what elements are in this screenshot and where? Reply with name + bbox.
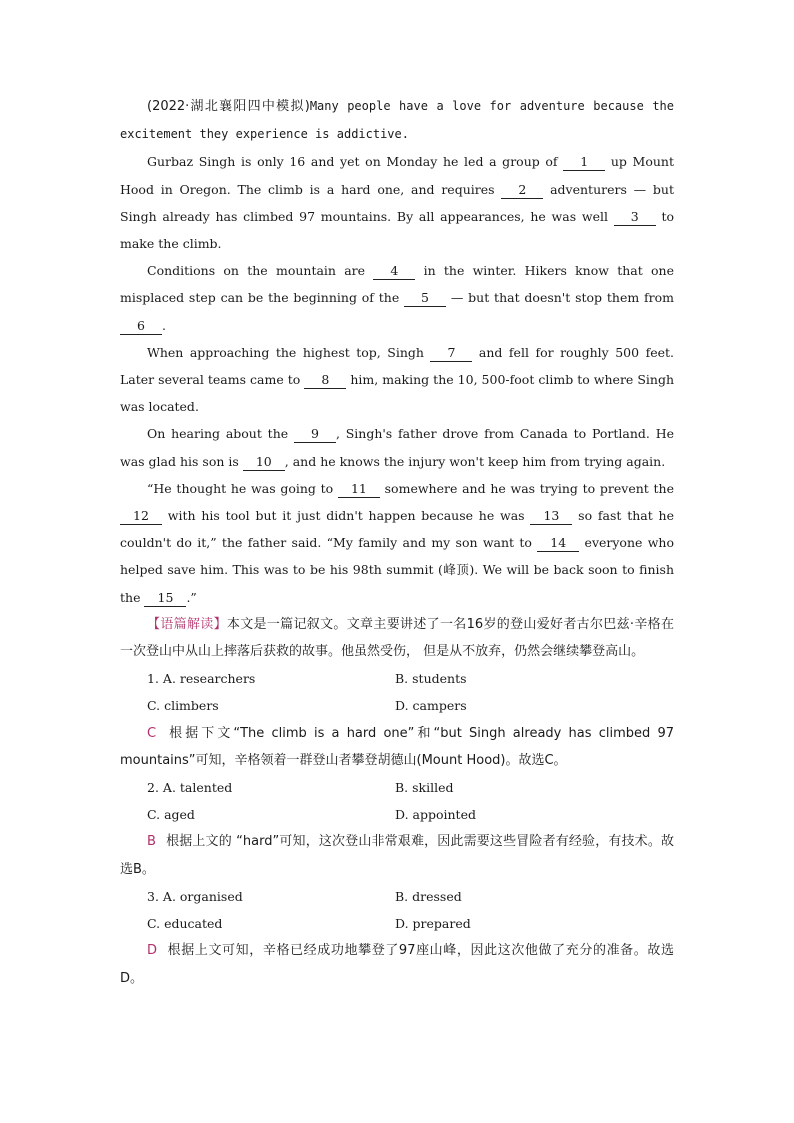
passage-paragraph-4: [120, 339, 674, 421]
options-row: [120, 774, 674, 801]
paragraph-text: Gurbaz Singh is only 16 and yet on Monday he led a group of: [147, 154, 564, 170]
option-b: B. dressed: [395, 888, 462, 904]
blank-6: 6: [120, 318, 162, 335]
paragraph-text: On hearing about the: [147, 426, 294, 442]
option-c: C. aged: [147, 807, 195, 823]
question-number: 3.: [147, 888, 159, 904]
paragraph-text: , Singh's father drove from Canada to Portland. He was glad his son is: [120, 426, 674, 469]
paragraph-text: Many people have a love for adventure because the excitement they experience is addictive.: [120, 99, 674, 142]
paragraph-text: — but that doesn't stop them from: [446, 290, 674, 306]
option-a-text: A. researchers: [162, 671, 256, 687]
paragraph-text: When approaching the highest top, Singh: [147, 344, 431, 360]
analysis-text: 本文是一篇记叙文。文章主要讲述了一名16岁的登山爱好者古尔巴兹·辛格在一次登山中从山上摔落后获救的故事。他虽然受伤， 但是从不放弃，仍然会继续攀登高山。: [120, 616, 674, 660]
paragraph-text: .: [162, 317, 166, 333]
paragraph-text: in the winter. Hikers know that one misplaced step can be the beginning of the: [120, 263, 674, 306]
blank-2: 2: [501, 182, 543, 199]
question-2: [120, 774, 674, 883]
question-explanation: [120, 828, 674, 882]
paragraph-text: so fast that he couldn't do it,” the father said. “My family and my son want to: [120, 508, 674, 551]
passage-paragraph-6: [120, 475, 674, 611]
option-c: C. climbers: [147, 698, 219, 714]
paragraph-text: “He thought he was going to: [147, 480, 338, 496]
document-page: [120, 92, 674, 992]
paragraph-text: and fell for roughly 500 feet. Later several teams came to: [120, 344, 675, 388]
option-a: [147, 774, 395, 801]
blank-1: 1: [563, 154, 605, 171]
blank-11: 11: [338, 481, 380, 498]
blank-15: 15: [144, 590, 186, 607]
paragraph-text: , and he knows the injury won't keep him from trying again.: [284, 453, 666, 469]
options-row: [120, 883, 674, 910]
paragraph-text: to make the climb.: [120, 208, 674, 252]
option-a: [147, 883, 395, 910]
explanation-text: 根据上文的 “hard”可知，这次登山非常艰难，因此需要这些冒险者有经验，有技术。故选B。: [120, 834, 674, 877]
paragraph-text: everyone who helped save him. This was to be his 98th summit (峰顶). We will be back soon to finish the: [120, 535, 674, 605]
option-a-text: A. talented: [162, 780, 233, 796]
explanation-text: 根据上文可知，辛格已经成功地攀登了97座山峰，因此这次他做了充分的准备。故选D。: [120, 943, 674, 986]
source-note: (2022·湖北襄阳四中模拟): [147, 99, 310, 114]
option-d: D. appointed: [395, 807, 476, 823]
blank-9: 9: [294, 426, 336, 443]
question-explanation: [120, 937, 674, 991]
blank-10: 10: [243, 454, 285, 471]
analysis-paragraph: [120, 611, 674, 665]
question-number: 1.: [147, 671, 159, 687]
blank-8: 8: [304, 372, 346, 389]
paragraph-text: up Mount Hood in Oregon. The climb is a hard one, and requires: [120, 154, 674, 197]
passage-paragraph-2: [120, 148, 674, 257]
passage-paragraph-5: [120, 420, 674, 474]
paragraph-text: Conditions on the mountain are: [147, 263, 374, 279]
option-c: C. educated: [147, 916, 223, 932]
paragraph-text: .”: [186, 589, 197, 605]
option-a-text: A. organised: [162, 888, 243, 904]
question-3: [120, 883, 674, 992]
blank-14: 14: [537, 535, 579, 552]
question-number: 2.: [147, 780, 159, 796]
answer-letter: C: [147, 725, 157, 741]
paragraph-text: with his tool but it just didn't happen because he was: [162, 508, 531, 524]
options-row: [120, 692, 674, 719]
options-row: [120, 910, 674, 937]
paragraph-text: somewhere and he was trying to prevent the: [379, 480, 674, 496]
blank-3: 3: [614, 209, 656, 226]
question-explanation: [120, 720, 674, 774]
blank-13: 13: [530, 508, 572, 525]
analysis-tag: 【语篇解读】: [147, 616, 227, 632]
option-a: [147, 665, 395, 692]
blank-7: 7: [430, 345, 472, 362]
blank-12: 12: [120, 508, 162, 525]
option-b: B. skilled: [395, 780, 454, 796]
option-b: B. students: [395, 671, 467, 687]
paragraph-text: him, making the 10, 500-foot climb to where Singh was located.: [120, 372, 674, 415]
passage-paragraph-3: [120, 257, 674, 339]
explanation-text: 根据下文“The climb is a hard one”和“but Singh already has climbed 97 mountains”可知，辛格领着一群登山者攀登胡德山(Mount Hood)。故选C。: [120, 725, 674, 768]
option-d: D. campers: [395, 698, 467, 714]
paragraph-text: adventurers — but Singh already has climbed 97 mountains. By all appearances, he was well: [120, 181, 675, 224]
options-row: [120, 801, 674, 828]
blank-5: 5: [404, 290, 446, 307]
option-d: D. prepared: [395, 916, 471, 932]
options-row: [120, 665, 674, 692]
passage-paragraph-1: [120, 92, 674, 148]
answer-letter: B: [147, 834, 156, 850]
answer-letter: D: [147, 943, 158, 959]
question-1: [120, 665, 674, 774]
blank-4: 4: [373, 263, 415, 280]
